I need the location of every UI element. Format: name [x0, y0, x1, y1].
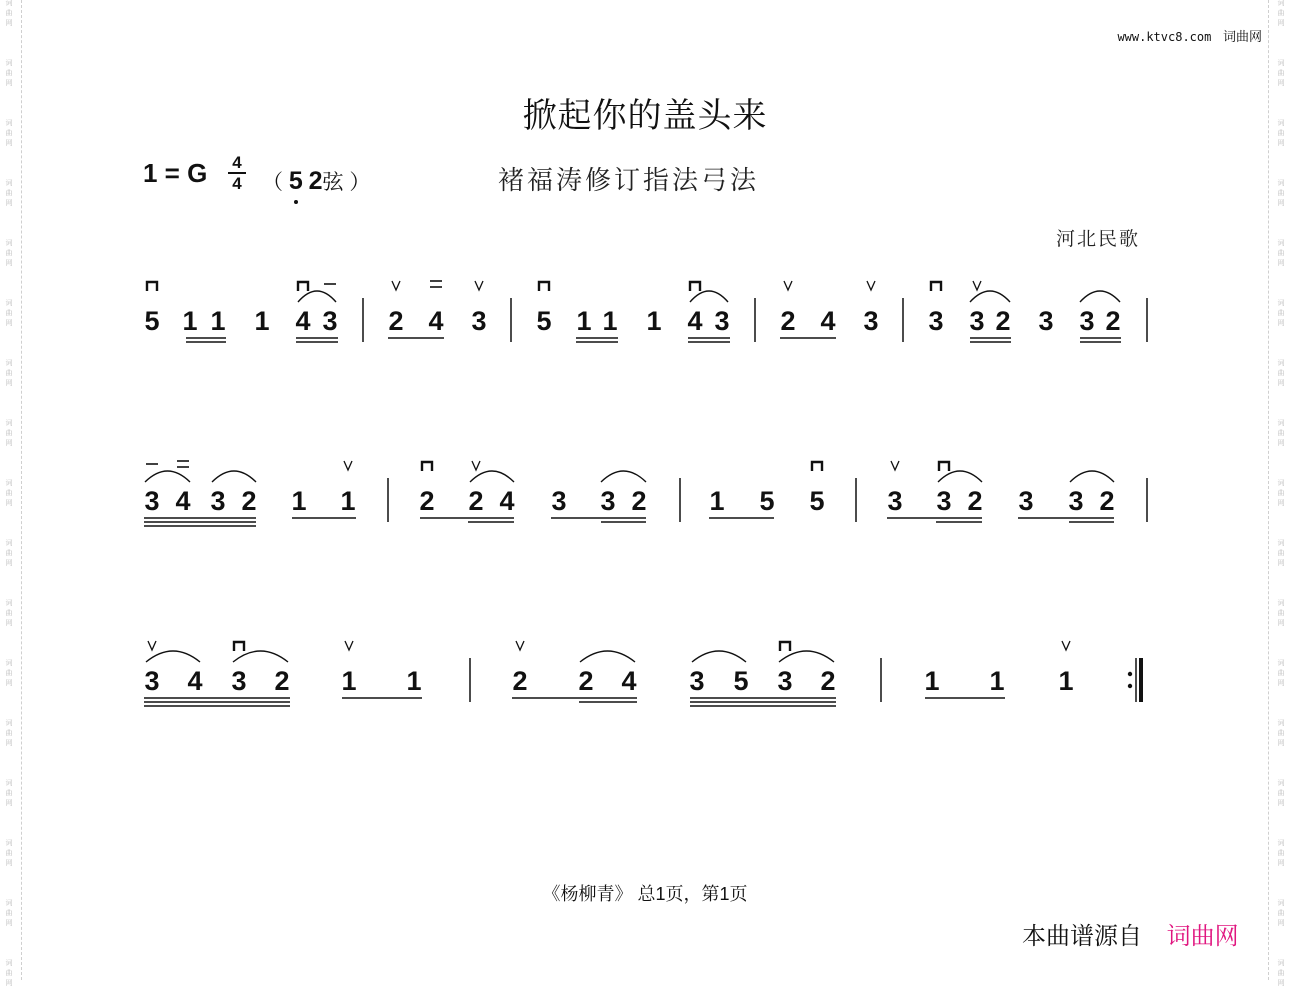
- note-digit: 2: [820, 666, 836, 696]
- note-digit: 3: [210, 486, 226, 516]
- slur: [1080, 291, 1120, 302]
- down-bow-mark: [931, 282, 941, 291]
- watermark-char: 网: [1277, 680, 1285, 687]
- watermark-char: 曲: [5, 970, 13, 977]
- down-bow-mark: [147, 282, 157, 291]
- page-info: 《杨柳青》 总1页，第1页: [542, 884, 748, 904]
- watermark-char: 网: [1277, 920, 1285, 927]
- watermark-char: 词: [5, 240, 13, 247]
- note-digit: 1: [341, 666, 357, 696]
- watermark-char: 网: [5, 500, 13, 507]
- watermark-char: 曲: [5, 910, 13, 917]
- note-digit: 3: [322, 306, 338, 336]
- watermark-char: 词: [5, 660, 13, 667]
- up-bow-mark: [891, 461, 899, 470]
- watermark-char: 网: [1277, 20, 1285, 27]
- watermark-char: 网: [5, 980, 13, 987]
- slur: [298, 291, 336, 302]
- slur: [145, 471, 190, 482]
- watermark-char: 曲: [5, 370, 13, 377]
- up-bow-mark: [475, 281, 483, 290]
- watermark-char: 词: [5, 360, 13, 367]
- note-digit: 2: [967, 486, 983, 516]
- watermark-char: 曲: [1277, 70, 1285, 77]
- watermark-char: 网: [5, 800, 13, 807]
- watermark-char: 词: [1277, 60, 1285, 67]
- watermark-char: 网: [1277, 380, 1285, 387]
- note-digit: 3: [600, 486, 616, 516]
- note-digit: 1: [291, 486, 307, 516]
- note-digit: 1: [646, 306, 662, 336]
- watermark-char: 词: [1277, 960, 1285, 967]
- repeat-dot: [1128, 672, 1132, 676]
- watermark-char: 词: [1277, 600, 1285, 607]
- up-bow-mark: [345, 641, 353, 650]
- slur: [212, 471, 256, 482]
- note-digit: 2: [995, 306, 1011, 336]
- watermark-char: 曲: [1277, 550, 1285, 557]
- note-digit: 5: [733, 666, 749, 696]
- watermark-char: 网: [1277, 260, 1285, 267]
- note-digit: 4: [187, 666, 203, 696]
- watermark-char: 词: [1277, 240, 1285, 247]
- note-digit: 3: [887, 486, 903, 516]
- watermark-char: 词: [5, 900, 13, 907]
- watermark-char: 曲: [1277, 970, 1285, 977]
- note-digit: 2: [512, 666, 528, 696]
- slur: [146, 651, 200, 662]
- watermark-char: 曲: [5, 730, 13, 737]
- watermark-char: 网: [5, 320, 13, 327]
- note-digit: 1: [576, 306, 592, 336]
- watermark-char: 曲: [1277, 250, 1285, 257]
- note-digit: 1: [406, 666, 422, 696]
- slur: [692, 651, 746, 662]
- note-digit: 2: [1105, 306, 1121, 336]
- up-bow-mark: [516, 641, 524, 650]
- note-digit: 2: [274, 666, 290, 696]
- note-digit: 1: [182, 306, 198, 336]
- note-digit: 2: [631, 486, 647, 516]
- note-digit: 2: [780, 306, 796, 336]
- watermark-char: 词: [1277, 180, 1285, 187]
- source-brand-link[interactable]: 词曲网: [1166, 923, 1239, 950]
- watermark-char: 网: [5, 560, 13, 567]
- slur: [1070, 471, 1114, 482]
- watermark-char: 曲: [5, 790, 13, 797]
- note-digit: 4: [820, 306, 836, 336]
- note-digit: 5: [759, 486, 775, 516]
- slur: [470, 471, 514, 482]
- up-bow-mark: [867, 281, 875, 290]
- source-credit: [1022, 916, 1239, 951]
- tuning-high-note: 2: [308, 167, 323, 195]
- watermark-char: 词: [5, 960, 13, 967]
- note-digit: 4: [295, 306, 311, 336]
- watermark-char: 曲: [1277, 850, 1285, 857]
- watermark-char: 网: [1277, 620, 1285, 627]
- note-digit: 3: [1038, 306, 1054, 336]
- watermark-char: 网: [5, 860, 13, 867]
- watermark-char: 曲: [5, 70, 13, 77]
- watermark-char: 词: [5, 180, 13, 187]
- slur: [690, 291, 728, 302]
- time-top: 4: [232, 153, 242, 172]
- down-bow-mark: [539, 282, 549, 291]
- down-bow-mark: [422, 462, 432, 471]
- watermark-char: 曲: [5, 10, 13, 17]
- note-digit: 3: [231, 666, 247, 696]
- note-digit: 1: [924, 666, 940, 696]
- watermark-char: 词: [5, 840, 13, 847]
- watermark-char: 曲: [5, 610, 13, 617]
- watermark-char: 曲: [1277, 370, 1285, 377]
- note-digit: 3: [1018, 486, 1034, 516]
- watermark-char: 曲: [5, 250, 13, 257]
- note-digit: 3: [1079, 306, 1095, 336]
- note-digit: 3: [969, 306, 985, 336]
- note-digit: 3: [928, 306, 944, 336]
- note-digit: 4: [175, 486, 191, 516]
- note-digit: 3: [551, 486, 567, 516]
- down-bow-mark: [234, 642, 244, 651]
- watermark-char: 词: [1277, 300, 1285, 307]
- watermark-char: 曲: [1277, 190, 1285, 197]
- tuning-close: ）: [349, 171, 371, 194]
- watermark-char: 网: [1277, 560, 1285, 567]
- note-digit: 2: [241, 486, 257, 516]
- watermark-char: 曲: [1277, 10, 1285, 17]
- watermark-char: 网: [1277, 440, 1285, 447]
- watermark-char: 网: [5, 620, 13, 627]
- watermark-char: 词: [1277, 540, 1285, 547]
- watermark-char: 词: [1277, 720, 1285, 727]
- watermark-char: 词: [5, 0, 13, 7]
- up-bow-mark: [344, 461, 352, 470]
- watermark-char: 词: [5, 600, 13, 607]
- note-digit: 4: [621, 666, 637, 696]
- up-bow-mark: [472, 461, 480, 470]
- slur: [580, 651, 635, 662]
- slur: [779, 651, 834, 662]
- watermark-char: 网: [1277, 980, 1285, 987]
- note-digit: 1: [340, 486, 356, 516]
- note-digit: 2: [388, 306, 404, 336]
- watermark-char: 词: [5, 420, 13, 427]
- up-bow-mark: [1062, 641, 1070, 650]
- note-digit: 2: [578, 666, 594, 696]
- note-digit: 3: [714, 306, 730, 336]
- watermark-char: 词: [1277, 660, 1285, 667]
- note-digit: 5: [144, 306, 160, 336]
- note-digit: 4: [499, 486, 515, 516]
- note-digit: 2: [468, 486, 484, 516]
- watermark-char: 网: [5, 140, 13, 147]
- song-title: 掀起你的盖头来: [522, 97, 768, 135]
- note-digit: 5: [536, 306, 552, 336]
- watermark-char: 词: [1277, 780, 1285, 787]
- tuning-low-note: 5: [288, 167, 303, 195]
- watermark-char: 曲: [5, 490, 13, 497]
- tuning-open: （: [262, 171, 283, 194]
- watermark-char: 词: [5, 300, 13, 307]
- note-digit: 2: [1099, 486, 1115, 516]
- watermark-char: 网: [1277, 80, 1285, 87]
- watermark-char: 网: [1277, 800, 1285, 807]
- up-bow-mark: [784, 281, 792, 290]
- note-digit: 1: [254, 306, 270, 336]
- watermark-char: 网: [1277, 200, 1285, 207]
- watermark-char: 曲: [1277, 130, 1285, 137]
- watermark-char: 网: [5, 200, 13, 207]
- reviser-credit: 褚福涛修订指法弓法: [498, 166, 760, 196]
- watermark-char: 网: [1277, 860, 1285, 867]
- watermark-char: 曲: [1277, 730, 1285, 737]
- watermark-char: 曲: [5, 670, 13, 677]
- watermark-char: 曲: [1277, 910, 1285, 917]
- slur: [938, 471, 982, 482]
- down-bow-mark: [939, 462, 949, 471]
- time-bottom: 4: [232, 174, 242, 193]
- note-digit: 3: [689, 666, 705, 696]
- note-digit: 5: [809, 486, 825, 516]
- down-bow-mark: [298, 282, 308, 291]
- watermark-char: 词: [5, 780, 13, 787]
- watermark-char: 网: [1277, 740, 1285, 747]
- up-bow-mark: [973, 281, 981, 290]
- watermark-char: 曲: [1277, 790, 1285, 797]
- note-digit: 3: [1068, 486, 1084, 516]
- watermark-char: 曲: [1277, 490, 1285, 497]
- watermark-char: 曲: [1277, 310, 1285, 317]
- watermark-char: 词: [5, 60, 13, 67]
- watermark-char: 词: [1277, 360, 1285, 367]
- note-digit: 1: [989, 666, 1005, 696]
- down-bow-mark: [780, 642, 790, 651]
- watermark-char: 词: [5, 120, 13, 127]
- note-digit: 3: [936, 486, 952, 516]
- down-bow-mark: [812, 462, 822, 471]
- slur: [970, 291, 1010, 302]
- watermark-char: 词: [1277, 900, 1285, 907]
- repeat-dot: [1128, 684, 1132, 688]
- watermark-char: 曲: [5, 190, 13, 197]
- watermark-char: 词: [1277, 120, 1285, 127]
- watermark-char: 词: [1277, 480, 1285, 487]
- watermark-char: 网: [1277, 140, 1285, 147]
- watermark-char: 网: [5, 740, 13, 747]
- note-digit: 4: [428, 306, 444, 336]
- watermark-char: 曲: [5, 550, 13, 557]
- note-digit: 1: [210, 306, 226, 336]
- source-label: 本曲谱源自: [1022, 923, 1142, 950]
- note-digit: 4: [687, 306, 703, 336]
- watermark-char: 网: [5, 380, 13, 387]
- key-label: 1 = G: [143, 158, 208, 188]
- watermark-char: 网: [5, 680, 13, 687]
- site-url[interactable]: www.ktvc8.com: [1117, 30, 1212, 44]
- watermark-char: 曲: [1277, 670, 1285, 677]
- watermark-char: 网: [5, 440, 13, 447]
- watermark-char: 词: [1277, 840, 1285, 847]
- watermark-char: 网: [1277, 320, 1285, 327]
- watermark-char: 曲: [1277, 430, 1285, 437]
- watermark-char: 网: [1277, 500, 1285, 507]
- note-digit: 1: [709, 486, 725, 516]
- note-digit: 3: [144, 486, 160, 516]
- watermark-char: 网: [5, 20, 13, 27]
- watermark-char: 曲: [5, 850, 13, 857]
- note-digit: 2: [419, 486, 435, 516]
- watermark-char: 词: [1277, 420, 1285, 427]
- up-bow-mark: [392, 281, 400, 290]
- note-digit: 1: [602, 306, 618, 336]
- down-bow-mark: [690, 282, 700, 291]
- watermark-char: 词: [5, 720, 13, 727]
- watermark-char: 曲: [5, 430, 13, 437]
- watermark-char: 词: [5, 480, 13, 487]
- slur: [233, 651, 288, 662]
- watermark-char: 网: [5, 260, 13, 267]
- watermark-char: 曲: [5, 130, 13, 137]
- watermark-char: 曲: [1277, 610, 1285, 617]
- watermark-char: 词: [5, 540, 13, 547]
- up-bow-mark: [148, 641, 156, 650]
- watermark-char: 网: [5, 920, 13, 927]
- watermark-char: 词: [1277, 0, 1285, 7]
- note-digit: 3: [144, 666, 160, 696]
- song-origin: 河北民歌: [1056, 228, 1141, 250]
- watermark-char: 曲: [5, 310, 13, 317]
- site-name: 词曲网: [1222, 29, 1262, 44]
- note-digit: 3: [777, 666, 793, 696]
- note-digit: 3: [471, 306, 487, 336]
- note-digit: 3: [863, 306, 879, 336]
- note-digit: 1: [1058, 666, 1074, 696]
- tuning-suffix: 弦: [322, 171, 344, 194]
- slur: [601, 471, 646, 482]
- watermark-char: 网: [5, 80, 13, 87]
